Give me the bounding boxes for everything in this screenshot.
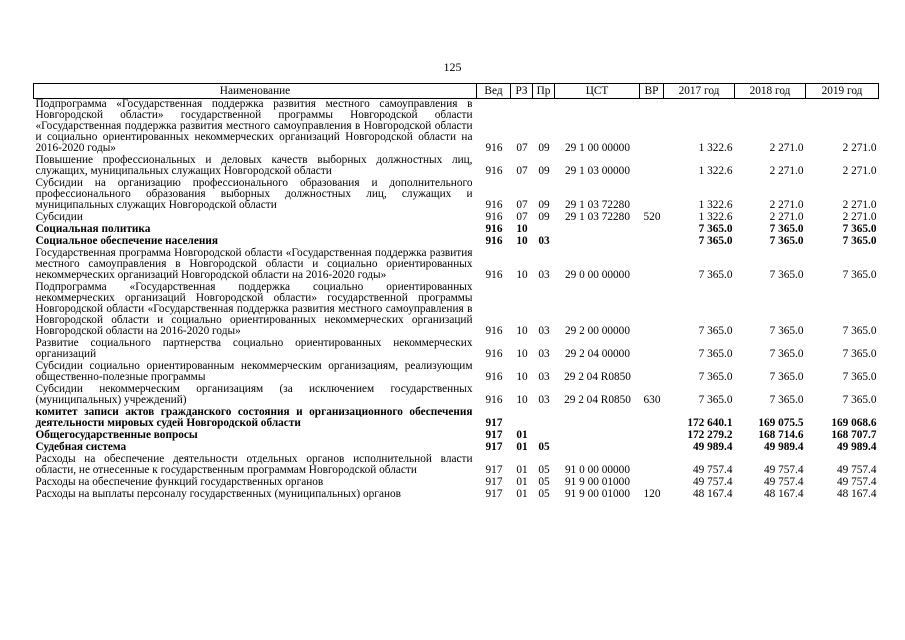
row-2017: 48 167.4: [692, 488, 733, 500]
table-row: [34, 361, 879, 384]
budget-table: [33, 83, 879, 501]
header-name: Наименование: [34, 84, 477, 99]
page-number: 125: [443, 60, 462, 74]
row-vr: [640, 454, 664, 477]
row-vr: [640, 248, 664, 282]
row-cst: 29 2 00 00000: [565, 325, 630, 337]
header-2017: 2017 год: [664, 84, 735, 99]
row-ved: 917: [485, 417, 503, 429]
row-2019: 2 271.0: [842, 142, 877, 154]
row-2019: 49 757.4: [836, 464, 877, 476]
row-rz: 01: [516, 488, 528, 500]
row-2017: 49 989.4: [692, 441, 733, 453]
row-ved: 916: [485, 325, 503, 337]
row-name: Повышение профессиональных и деловых качеств выборных должностных лиц, служащих, муниципальных служащих Новгородской области: [35, 154, 473, 177]
row-pr: 03: [538, 269, 550, 281]
row-name: Субсидии некоммерческим организациям (за исключением государственных (муниципальных) учреждений): [35, 383, 473, 406]
row-vr: 630: [643, 394, 661, 406]
row-ved: 916: [485, 199, 503, 211]
row-rz: 01: [516, 476, 528, 488]
row-ved: 916: [485, 269, 503, 281]
row-2018: 2 271.0: [769, 211, 804, 223]
row-cst: 91 0 00 00000: [565, 464, 630, 476]
table-row: [34, 384, 879, 407]
row-2019: 2 271.0: [842, 199, 877, 211]
row-cst: 29 0 00 00000: [565, 269, 630, 281]
table-row: [34, 99, 879, 156]
table-row: [34, 489, 879, 501]
row-pr: 05: [538, 476, 550, 488]
row-cst: 29 2 04 R0850: [564, 394, 631, 406]
row-rz: 07: [516, 211, 528, 223]
row-name: Судебная система: [35, 441, 127, 453]
row-pr: 05: [538, 464, 550, 476]
row-vr: [640, 236, 664, 248]
table-row: [34, 407, 879, 430]
row-pr: 09: [538, 165, 550, 177]
row-2018: 7 365.0: [769, 371, 804, 383]
row-2019: 2 271.0: [842, 165, 877, 177]
row-2017: 1 322.6: [698, 142, 733, 154]
row-vr: [640, 99, 664, 156]
row-vr: [640, 338, 664, 361]
row-2017: 172 640.1: [687, 417, 733, 429]
row-2017: 1 322.6: [698, 211, 733, 223]
row-ved: 917: [485, 476, 503, 488]
table-row: [34, 248, 879, 282]
row-name: Развитие социального партнерства социально ориентированных некоммерческих организаций: [35, 337, 473, 360]
row-name: Государственная программа Новгородской области «Государственная поддержка развития местного самоуправления в Новгородской области и социально ориентированных некоммерческих организаций Новгородской области на 2016-2020 годы»: [35, 247, 473, 281]
row-2019: 7 365.0: [842, 371, 877, 383]
row-name: Субсидии: [35, 211, 83, 223]
row-ved: 916: [485, 142, 503, 154]
header-rz: РЗ: [511, 84, 533, 99]
row-vr: 520: [643, 211, 661, 223]
row-2019: 49 757.4: [836, 476, 877, 488]
row-cst: 29 2 04 00000: [565, 348, 630, 360]
row-2018: 7 365.0: [769, 269, 804, 281]
row-2018: 48 167.4: [763, 488, 804, 500]
row-vr: [640, 282, 664, 338]
row-2017: 1 322.6: [698, 199, 733, 211]
row-2017: 172 279.2: [687, 429, 733, 441]
row-2017: 1 322.6: [698, 165, 733, 177]
row-2019: 7 365.0: [842, 325, 877, 337]
row-vr: [640, 407, 664, 430]
row-rz: 10: [516, 348, 528, 360]
row-ved: 917: [485, 464, 503, 476]
header-ved: Вед: [477, 84, 511, 99]
row-ved: 916: [485, 223, 503, 235]
row-name: Социальная политика: [35, 223, 151, 235]
row-rz: 07: [516, 199, 528, 211]
table-row: [34, 338, 879, 361]
row-rz: 07: [516, 142, 528, 154]
row-cst: 29 1 03 00000: [565, 165, 630, 177]
row-2018: 7 365.0: [769, 235, 804, 247]
row-2018: 49 757.4: [763, 464, 804, 476]
row-name: Подпрограмма «Государственная поддержка социально ориентированных некоммерческих организаций Новгородской области» государственной программы Новгородской области «Государственная поддержка развития местного самоуправления в Новгородской области и социально ориентированных некоммерческих организаций Новгородской области на 2016-2020 годы»: [35, 281, 473, 337]
row-ved: 917: [485, 441, 503, 453]
row-2019: 168 707.7: [831, 429, 877, 441]
row-ved: 916: [485, 394, 503, 406]
row-2019: 2 271.0: [842, 211, 877, 223]
row-2019: 7 365.0: [842, 348, 877, 360]
row-vr: 120: [643, 488, 661, 500]
row-rz: 01: [516, 464, 528, 476]
row-name: Субсидии социально ориентированным некоммерческим организациям, реализующим общественно-полезные программы: [35, 360, 473, 383]
row-pr: 03: [538, 235, 550, 247]
row-ved: 916: [485, 211, 503, 223]
header-cst: ЦСТ: [555, 84, 640, 99]
row-pr: 03: [538, 325, 550, 337]
row-pr: [533, 407, 555, 430]
row-2018: 2 271.0: [769, 142, 804, 154]
header-2018: 2018 год: [735, 84, 806, 99]
table-row: [34, 178, 879, 212]
row-2019: 7 365.0: [842, 235, 877, 247]
row-pr: 09: [538, 142, 550, 154]
row-cst: 29 1 00 00000: [565, 142, 630, 154]
row-rz: 01: [516, 429, 528, 441]
row-rz: 10: [516, 269, 528, 281]
row-rz: 10: [516, 235, 528, 247]
row-ved: 917: [485, 429, 503, 441]
row-vr: [640, 430, 664, 442]
row-cst: [555, 236, 640, 248]
row-name: комитет записи актов гражданского состояния и организационного обеспечения деятельности мировых судей Новгородской области: [35, 406, 473, 429]
row-rz: 10: [516, 325, 528, 337]
row-cst: 91 9 00 01000: [565, 488, 630, 500]
row-2018: 7 365.0: [769, 223, 804, 235]
row-ved: 916: [485, 371, 503, 383]
row-cst: [555, 407, 640, 430]
row-2017: 7 365.0: [698, 371, 733, 383]
row-2018: 7 365.0: [769, 348, 804, 360]
row-2019: 7 365.0: [842, 394, 877, 406]
row-2019: 169 068.6: [831, 417, 877, 429]
row-2019: 7 365.0: [842, 223, 877, 235]
row-rz: 10: [516, 223, 528, 235]
row-name: Социальное обеспечение населения: [35, 235, 218, 247]
header-2019: 2019 год: [806, 84, 879, 99]
row-name: Подпрограмма «Государственная поддержка развития местного самоуправления в Новгородской области» государственной программы Новгородской области «Государственная поддержка развития местного самоуправления в Новгородской области и социально ориентированных некоммерческих организаций Новгородской области на 2016-2020 годы»: [35, 98, 473, 154]
row-ved: 916: [485, 235, 503, 247]
row-2018: 49 757.4: [763, 476, 804, 488]
row-2018: 49 989.4: [763, 441, 804, 453]
row-2018: 168 714.6: [758, 429, 804, 441]
row-2017: 7 365.0: [698, 325, 733, 337]
row-2017: 49 757.4: [692, 476, 733, 488]
row-rz: [511, 407, 533, 430]
row-rz: 07: [516, 165, 528, 177]
row-cst: 29 2 04 R0850: [564, 371, 631, 383]
row-rz: 10: [516, 394, 528, 406]
row-2018: 7 365.0: [769, 325, 804, 337]
row-2017: 7 365.0: [698, 235, 733, 247]
row-vr: [640, 155, 664, 178]
row-pr: 03: [538, 371, 550, 383]
row-cst: 29 1 03 72280: [565, 199, 630, 211]
header-pr: Пр: [533, 84, 555, 99]
row-ved: 916: [485, 348, 503, 360]
row-pr: 05: [538, 488, 550, 500]
row-name: Расходы на выплаты персоналу государственных (муниципальных) органов: [35, 488, 401, 500]
row-name: Расходы на обеспечение функций государственных органов: [35, 476, 324, 488]
row-2018: 2 271.0: [769, 165, 804, 177]
row-pr: 05: [538, 441, 550, 453]
row-2018: 7 365.0: [769, 394, 804, 406]
row-pr: 09: [538, 199, 550, 211]
table-row: [34, 155, 879, 178]
row-2017: 7 365.0: [698, 223, 733, 235]
row-name: Общегосударственные вопросы: [35, 429, 198, 441]
row-2017: 7 365.0: [698, 348, 733, 360]
table-row: [34, 212, 879, 224]
row-2018: 169 075.5: [758, 417, 804, 429]
row-2017: 7 365.0: [698, 394, 733, 406]
row-pr: 09: [538, 211, 550, 223]
header-vr: ВР: [640, 84, 664, 99]
row-cst: [555, 442, 640, 454]
row-2019: 7 365.0: [842, 269, 877, 281]
table-row: [34, 282, 879, 338]
row-2018: 2 271.0: [769, 199, 804, 211]
table-row: [34, 454, 879, 477]
row-vr: [640, 224, 664, 236]
row-cst: 29 1 03 72280: [565, 211, 630, 223]
row-vr: [640, 178, 664, 212]
row-2017: 7 365.0: [698, 269, 733, 281]
row-2019: 49 989.4: [836, 441, 877, 453]
row-cst: [555, 224, 640, 236]
row-ved: 917: [485, 488, 503, 500]
row-ved: 916: [485, 165, 503, 177]
row-name: Субсидии на организацию профессионального образования и дополнительного профессионального образования выборных должностных лиц, служащих и муниципальных служащих Новгородской области: [35, 177, 473, 211]
row-pr: 03: [538, 394, 550, 406]
row-rz: 10: [516, 371, 528, 383]
row-2017: 49 757.4: [692, 464, 733, 476]
table-row: [34, 430, 879, 442]
row-2019: 48 167.4: [836, 488, 877, 500]
row-cst: [555, 430, 640, 442]
row-cst: 91 9 00 01000: [565, 476, 630, 488]
row-pr: 03: [538, 348, 550, 360]
row-rz: 01: [516, 441, 528, 453]
row-name: Расходы на обеспечение деятельности отдельных органов исполнительной власти области, не отнесенные к государственным программам Новгородской области: [35, 453, 473, 476]
table-header: [34, 84, 879, 99]
row-vr: [640, 442, 664, 454]
row-vr: [640, 361, 664, 384]
